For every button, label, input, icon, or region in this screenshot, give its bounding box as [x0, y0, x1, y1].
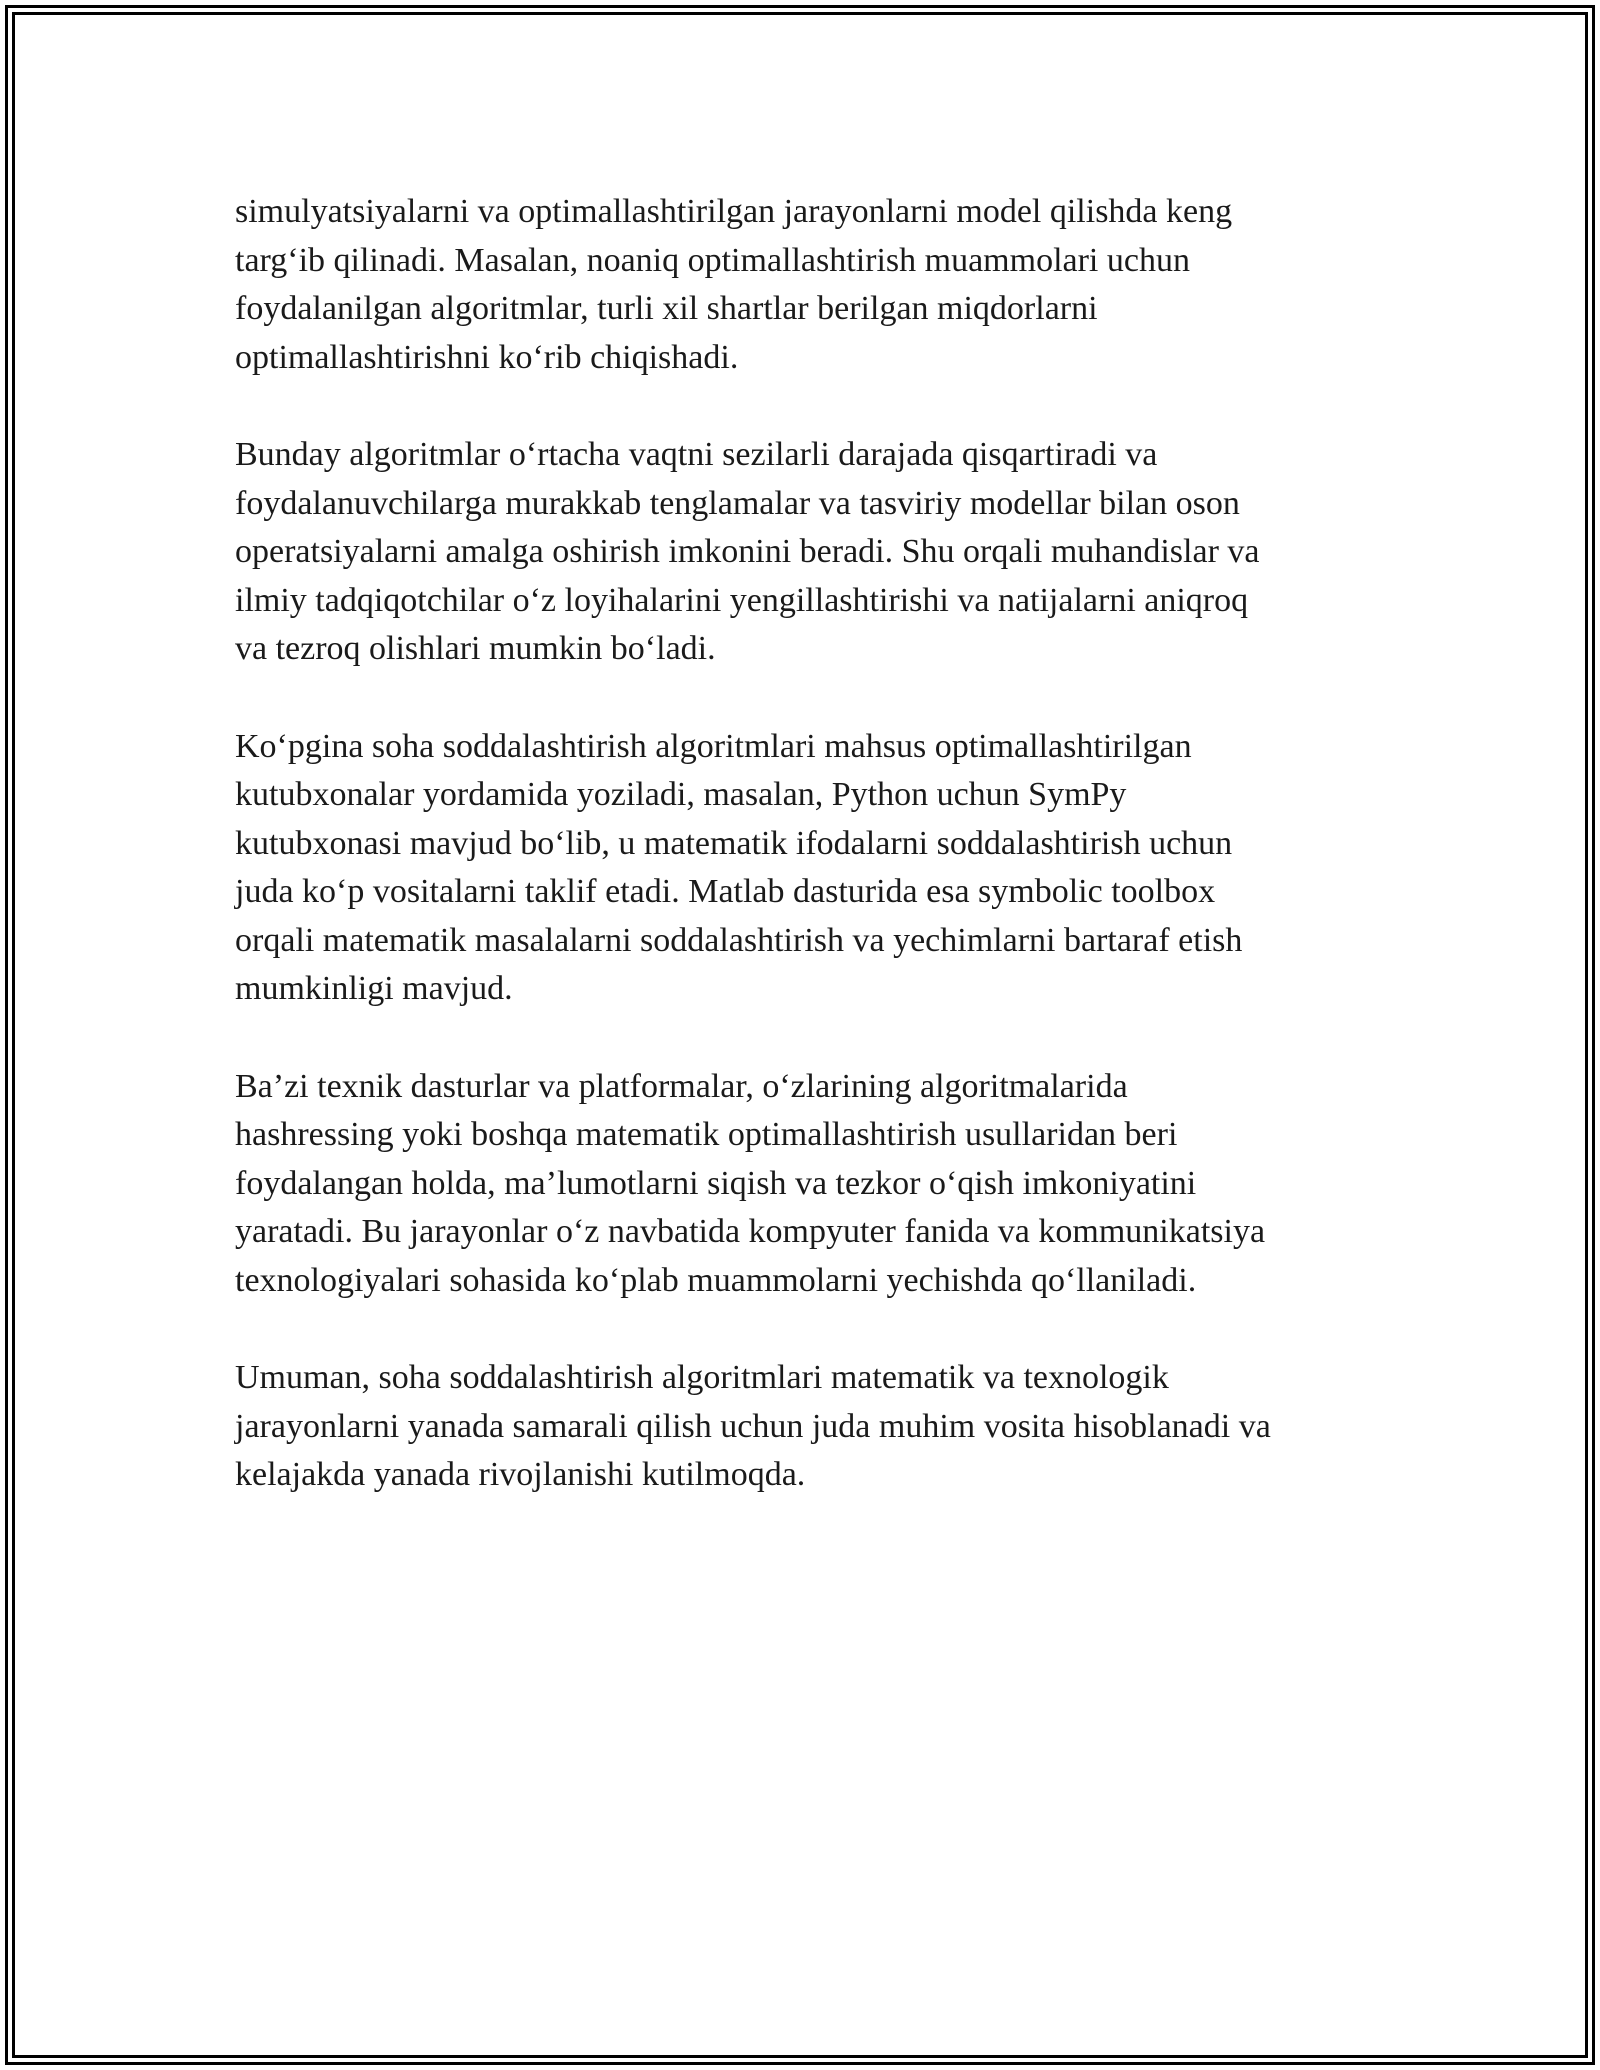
paragraph-2: Bunday algoritmlar o‘rtacha vaqtni sezilarli darajada qisqartiradi va foydalanuvchilarga murakkab tenglamalar va tasviriy modellar bilan oson operatsiyalarni amalga oshirish imkonini beradi. Shu orqali muhandislar va ilmiy tadqiqotchilar o‘z loyihalarini yengillashtirishi va natijalarni aniqroq va tezroq olishlari mumkin bo‘ladi. [235, 436, 1260, 667]
paragraph-4: Ba’zi texnik dasturlar va platformalar, o‘zlarining algoritmalarida hashressing yoki boshqa matematik optimallashtirish usullaridan beri foydalangan holda, ma’lumotlarni siqish va tezkor o‘qish imkoniyatini yaratadi. Bu jarayonlar o‘z navbatida kompyuter fanida va kommunikatsiya texnologiyalari sohasida ko‘plab muammolarni yechishda qo‘llaniladi. [235, 1067, 1266, 1299]
document-body [235, 188, 1385, 1549]
paragraph-1: simulyatsiyalarni va optimallashtirilgan jarayonlarni model qilishda keng targ‘ib qilinadi. Masalan, noaniq optimallashtirish muammolari uchun foydalanilgan algoritmlar, turli xil shartlar berilgan miqdorlarni optimallashtirishni ko‘rib chiqishadi. [235, 193, 1233, 376]
paragraph-3: Ko‘pgina soha soddalashtirish algoritmlari mahsus optimallashtirilgan kutubxonalar yordamida yoziladi, masalan, Python uchun SymPy kutubxonasi mavjud bo‘lib, u matematik ifodalarni soddalashtirish uchun juda ko‘p vositalarni taklif etadi. Matlab dasturida esa symbolic toolbox orqali matematik masalalarni soddalashtirish va yechimlarni bartaraf etish mumkinligi mavjud. [235, 727, 1243, 1007]
paragraph-5: Umuman, soha soddalashtirish algoritmlari matematik va texnologik jarayonlarni yanada samarali qilish uchun juda muhim vosita hisoblanadi va kelajakda yanada rivojlanishi kutilmoqda. [235, 1359, 1271, 1493]
